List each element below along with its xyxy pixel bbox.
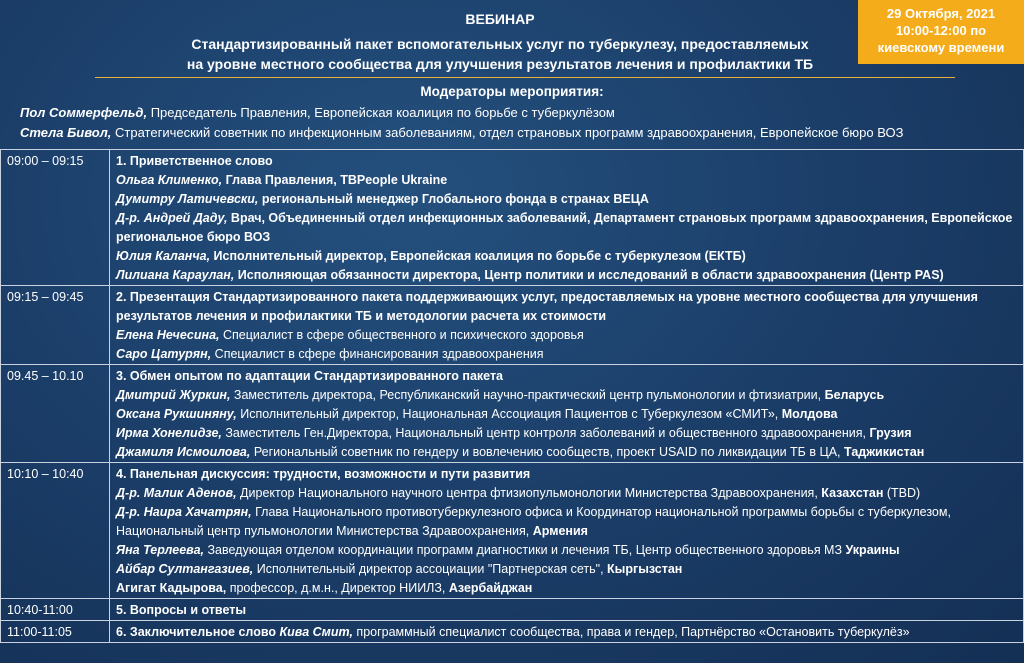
speaker [116, 484, 1019, 503]
session-title: 5. Вопросы и ответы [116, 603, 247, 617]
moderators-heading: Модераторы мероприятия: [420, 84, 604, 99]
moderator-1-role: Председатель Правления, Европейская коалиция по борьбе с туберкулёзом [147, 105, 615, 120]
date-line-1: 29 Октября, 2021 [886, 6, 996, 21]
speaker [116, 443, 1019, 462]
date-line-3: киевскому времени [877, 40, 1005, 55]
speaker-role: Исполнительный директор, Национальная Ассоциация Пациентов с Туберкулезом «СМИТ», [236, 407, 779, 421]
session-title: 6. Заключительное слово [116, 625, 280, 639]
speaker [116, 190, 1019, 209]
session-title: 1. Приветственное слово [116, 154, 273, 168]
speaker-name: Оксана Рукшиняну, [116, 407, 237, 421]
speaker-name: Елена Нечесина, [116, 328, 220, 342]
speaker-country: Украины [842, 543, 900, 557]
session-title: 3. Обмен опытом по адаптации Стандартизированного пакета [116, 369, 504, 383]
moderator-2-role: Стратегический советник по инфекционным заболеваниям, отдел страновых программ здравоохранения, Европейское бюро ВОЗ [111, 125, 904, 140]
speaker-name: Агигат Кадырова, [116, 581, 227, 595]
speaker [116, 579, 1019, 598]
speaker-role: Врач, Объединенный отдел инфекционных заболеваний, Департамент страновых программ здравоохранения, Европейское региональное бюро ВОЗ [116, 211, 1013, 244]
speaker-role: Исполнительный директор, Европейская коалиция по борьбе с туберкулезом (ЕКТБ) [210, 249, 746, 263]
webinar-header [0, 0, 1024, 160]
speaker-country: Таджикистан [840, 445, 925, 459]
date-badge [858, 0, 1024, 64]
speaker-role: Исполняющая обязанности директора, Центр политики и исследований в области здравоохранения (Центр PAS) [234, 268, 944, 282]
speaker-role: Глава Национального противотуберкулезного офиса и Координатор национальной программы борьбы с туберкулезом, Национальный центр пульмонологии Министерства Здравоохранения, [116, 505, 951, 538]
moderator-2-name: Стела Бивол, [20, 125, 112, 140]
session-body [110, 286, 1024, 365]
session-body [110, 365, 1024, 463]
speaker-role: программный специалист сообщества, права и гендер, Партнёрство «Остановить туберкулёз» [352, 625, 910, 639]
agenda-row [1, 463, 1024, 599]
agenda-row [1, 365, 1024, 463]
title-line-2: на уровне местного сообщества для улучшения результатов лечения и профилактики ТБ [186, 56, 814, 72]
speaker [116, 326, 1019, 345]
speaker-country: Азербайджан [445, 581, 533, 595]
speaker [116, 405, 1019, 424]
speaker [116, 541, 1019, 560]
agenda-row [1, 150, 1024, 286]
speaker-role: Специалист в сфере финансирования здравоохранения [211, 347, 544, 361]
title-line-1: Стандартизированный пакет вспомогательных услуг по туберкулезу, предоставляемых [191, 36, 809, 52]
speaker [116, 560, 1019, 579]
speaker-role: Исполнительный директор ассоциации "Партнерская сеть", [253, 562, 604, 576]
speaker-name: Яна Терлеева, [116, 543, 204, 557]
session-time: 11:00-11:05 [1, 621, 110, 643]
speaker-role: Специалист в сфере общественного и психического здоровья [219, 328, 584, 342]
agenda-row [1, 286, 1024, 365]
speaker [116, 386, 1019, 405]
speaker-role: Заведующая отделом координации программ диагностики и лечения ТБ, Центр общественного здоровья МЗ [204, 543, 843, 557]
session-time: 10:10 – 10:40 [1, 463, 110, 599]
speaker-name: Дмитрий Журкин, [116, 388, 231, 402]
header-divider [95, 77, 955, 78]
speaker-country: Кыргызстан [603, 562, 683, 576]
speaker-country: Молдова [778, 407, 838, 421]
speaker-role: региональный менеджер Глобального фонда в странах ВЕЦА [258, 192, 649, 206]
speaker-name: Айбар Султангазиев, [116, 562, 254, 576]
session-body [110, 621, 1024, 643]
webinar-label: ВЕБИНАР [465, 11, 535, 27]
speaker [116, 247, 1019, 266]
session-body [110, 599, 1024, 621]
moderator-2 [20, 124, 903, 142]
speaker [116, 623, 1019, 642]
speaker [116, 424, 1019, 443]
speaker-name: Ольга Клименко, [116, 173, 223, 187]
speaker-country: Беларусь [821, 388, 885, 402]
session-title: 2. Презентация Стандартизированного пакета поддерживающих услуг, предоставляемых на уровне местного сообщества для улучшения результатов лечения и профилактики ТБ и методологии расчета их стоимости [116, 290, 978, 323]
speaker-name: Юлия Каланча, [116, 249, 211, 263]
date-line-2: 10:00-12:00 по [895, 23, 987, 38]
speaker [116, 209, 1019, 247]
speaker-name: Джамиля Исмоилова, [116, 445, 251, 459]
moderator-1 [20, 104, 615, 122]
session-time: 09:15 – 09:45 [1, 286, 110, 365]
speaker-role: Заместитель директора, Республиканский научно-практический центр пульмонологии и фтизиатрии, [230, 388, 822, 402]
speaker-name: Д-р. Андрей Даду, [116, 211, 228, 225]
speaker-note: (TBD) [883, 486, 921, 500]
speaker-role: Глава Правления, TBPeople Ukraine [222, 173, 448, 187]
session-body [110, 463, 1024, 599]
speaker-role: Директор Национального научного центра фтизиопульмонологии Министерства Здравоохранения, [236, 486, 818, 500]
speaker-role: Региональный советник по гендеру и вовлечению сообществ, проект USAID по ликвидации ТБ в ЦА, [250, 445, 841, 459]
speaker [116, 266, 1019, 285]
speaker-role: профессор, д.м.н., Директор НИИЛЗ, [226, 581, 446, 595]
moderator-1-name: Пол Соммерфельд, [20, 105, 148, 120]
session-time: 09:00 – 09:15 [1, 150, 110, 286]
session-time: 10:40-11:00 [1, 599, 110, 621]
speaker [116, 503, 1019, 541]
agenda-table [0, 149, 1024, 643]
agenda-row [1, 621, 1024, 643]
speaker-country: Армения [529, 524, 588, 538]
speaker-name: Ирма Хонелидзе, [116, 426, 222, 440]
speaker-role: Заместитель Ген.Директора, Национальный центр контроля заболеваний и общественного здравоохранения, [221, 426, 867, 440]
speaker-name: Лилиана Караулан, [116, 268, 235, 282]
speaker-name: Саро Цатурян, [116, 347, 212, 361]
speaker-name: Д-р. Наира Хачатрян, [116, 505, 252, 519]
speaker-name: Думитру Латичевски, [116, 192, 259, 206]
agenda-row [1, 599, 1024, 621]
speaker-name: Д-р. Малик Аденов, [116, 486, 237, 500]
speaker [116, 171, 1019, 190]
session-time: 09.45 – 10.10 [1, 365, 110, 463]
speaker-name: Кива Смит, [279, 625, 353, 639]
speaker-country: Грузия [866, 426, 912, 440]
speaker-country: Казахстан [817, 486, 884, 500]
session-title: 4. Панельная дискуссия: трудности, возможности и пути развития [116, 467, 531, 481]
session-body [110, 150, 1024, 286]
speaker [116, 345, 1019, 364]
